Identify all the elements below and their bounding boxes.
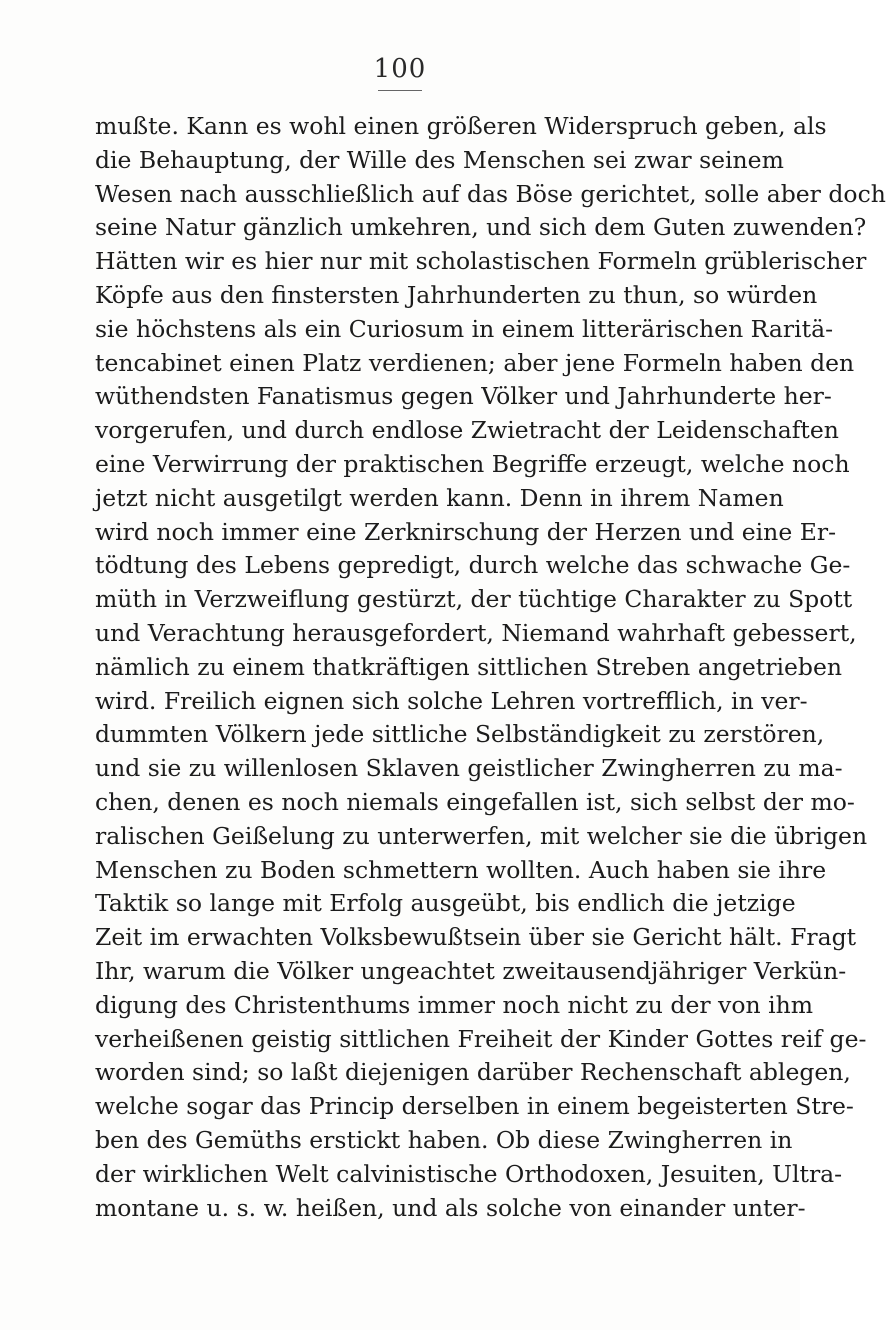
text-line: Hätten wir es hier nur mit scholastischen Formeln grüblerischer xyxy=(95,247,867,276)
text-line: tencabinet einen Platz verdienen; aber jene Formeln haben den xyxy=(95,348,855,377)
text-line: digung des Christenthums immer noch nicht zu der von ihm xyxy=(95,990,814,1019)
text-line: welche sogar das Princip derselben in einem begeisterten Stre- xyxy=(95,1092,854,1121)
text-line: ralischen Geißelung zu unterwerfen, mit welcher sie die übrigen xyxy=(95,821,868,850)
text-line: vorgerufen, und durch endlose Zwietracht der Leidenschaften xyxy=(95,416,839,445)
text-line: Wesen nach ausschließlich auf das Böse gerichtet, solle aber doch xyxy=(95,179,886,208)
text-line: Zeit im erwachten Volksbewußtsein über sie Gericht hält. Fragt xyxy=(95,923,857,952)
text-line: wüthendsten Fanatismus gegen Völker und Jahrhunderte her- xyxy=(95,382,832,411)
text-line: tödtung des Lebens gepredigt, durch welche das schwache Ge- xyxy=(95,551,851,580)
text-line: chen, denen es noch niemals eingefallen ist, sich selbst der mo- xyxy=(95,787,855,816)
header-rule xyxy=(378,90,422,91)
text-line: und sie zu willenlosen Sklaven geistlicher Zwingherren zu ma- xyxy=(95,754,843,783)
text-line: Köpfe aus den finstersten Jahrhunderten zu thun, so würden xyxy=(95,280,818,309)
text-line: wird. Freilich eignen sich solche Lehren vortrefflich, in ver- xyxy=(95,686,808,715)
text-line: müth in Verzweiflung gestürzt, der tüchtige Charakter zu Spott xyxy=(95,585,853,614)
text-line: und Verachtung herausgefordert, Niemand wahrhaft gebessert, xyxy=(95,618,857,647)
text-line: nämlich zu einem thatkräftigen sittlichen Streben angetrieben xyxy=(95,652,842,681)
body-text xyxy=(95,110,886,1225)
text-line: ben des Gemüths erstickt haben. Ob diese Zwingherren in xyxy=(95,1125,793,1154)
text-line: sie höchstens als ein Curiosum in einem litterärischen Raritä- xyxy=(95,314,834,343)
text-line: jetzt nicht ausgetilgt werden kann. Denn in ihrem Namen xyxy=(95,483,784,512)
text-line: mußte. Kann es wohl einen größeren Widerspruch geben, als xyxy=(95,112,827,140)
text-line: wird noch immer eine Zerknirschung der Herzen und eine Er- xyxy=(95,517,837,546)
text-line: verheißenen geistig sittlichen Freiheit der Kinder Gottes reif ge- xyxy=(95,1024,867,1053)
text-line: Taktik so lange mit Erfolg ausgeübt, bis endlich die jetzige xyxy=(95,889,796,918)
text-line: seine Natur gänzlich umkehren, und sich dem Guten zuwenden? xyxy=(95,213,867,242)
page-number: 100 xyxy=(373,54,427,84)
text-line: die Behauptung, der Wille des Menschen sei zwar seinem xyxy=(95,145,784,174)
text-line: montane u. s. w. heißen, und als solche von einander unter- xyxy=(95,1193,806,1222)
text-line: worden sind; so laßt diejenigen darüber Rechenschaft ablegen, xyxy=(95,1058,851,1087)
text-line: dummten Völkern jede sittliche Selbständigkeit zu zerstören, xyxy=(95,720,825,749)
text-line: eine Verwirrung der praktischen Begriffe erzeugt, welche noch xyxy=(95,449,850,478)
text-line: Ihr, warum die Völker ungeachtet zweitausendjähriger Verkün- xyxy=(95,956,847,985)
text-line: der wirklichen Welt calvinistische Orthodoxen, Jesuiten, Ultra- xyxy=(95,1159,843,1188)
text-line: Menschen zu Boden schmettern wollten. Auch haben sie ihre xyxy=(95,855,827,884)
